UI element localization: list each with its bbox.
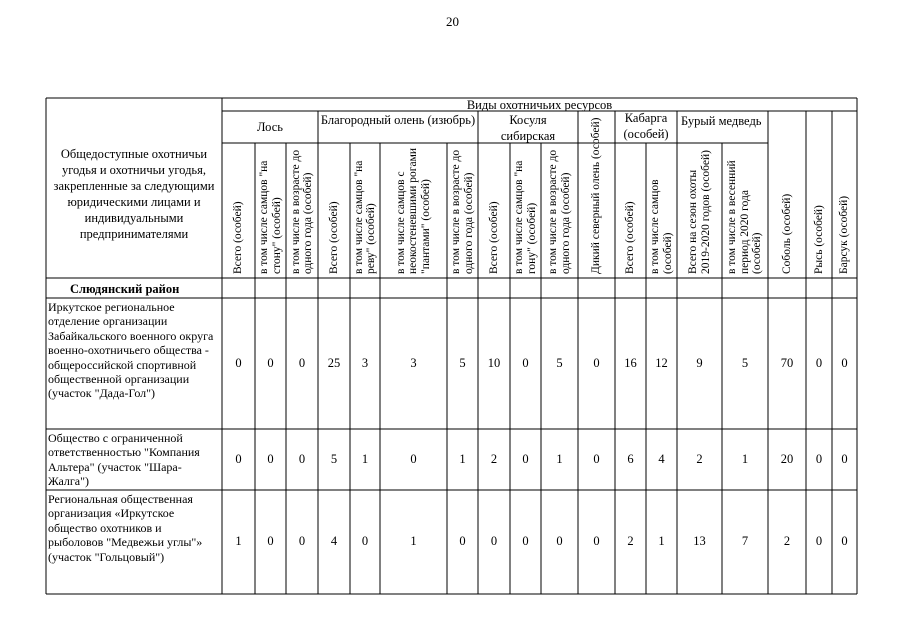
column-header-5: в том числе самцов "на реву" (особей) <box>352 160 377 274</box>
group-elk: Лось <box>257 120 283 134</box>
column-header-11: Дикий северный олень (особей) <box>590 117 603 274</box>
table-cell: 1 <box>658 534 665 548</box>
table-cell: 0 <box>298 534 306 548</box>
column-header-4: Всего (особей) <box>327 201 340 274</box>
table-cell: 1 <box>410 534 417 548</box>
table-cell: 5 <box>556 355 563 370</box>
table-cell: 10 <box>487 355 501 370</box>
table-cell: 0 <box>841 534 848 548</box>
table-cell: 6 <box>627 451 634 466</box>
table-cell: 12 <box>655 355 668 370</box>
group-roe: Косуля сибирская <box>500 113 556 144</box>
column-header-6: в том числе самцов с неокостеневшими рогами "пантами" (особей) <box>394 147 432 274</box>
group-red-deer: Благородный олень (изюбрь) <box>320 113 476 127</box>
table-cell: 0 <box>410 451 417 466</box>
table-cell: 25 <box>327 355 341 370</box>
table-cell: 4 <box>330 534 338 548</box>
table-cell: 0 <box>841 355 848 370</box>
table-cell: 0 <box>235 355 242 370</box>
table-cell: 1 <box>741 451 749 466</box>
page-number: 20 <box>446 14 459 29</box>
column-header-8: Всего (особей) <box>487 201 500 274</box>
table-cell: 0 <box>490 534 498 548</box>
table-cell: 0 <box>298 451 306 466</box>
column-header-7: в том числе в возрасте до одного года (особей) <box>450 149 475 274</box>
table-cell: 7 <box>741 534 749 548</box>
table-cell: 0 <box>593 355 600 370</box>
table-cell: 0 <box>522 355 529 370</box>
table-cell: 0 <box>841 451 848 466</box>
table-cell: 0 <box>522 451 529 466</box>
table-cell: 5 <box>459 355 466 370</box>
table-cell: 0 <box>593 534 600 548</box>
table-cell: 2 <box>490 451 498 466</box>
table-cell: 3 <box>361 355 369 370</box>
column-header-15: в том числе в весенний период 2020 года (особей) <box>726 160 764 274</box>
district-name: Слюдянский район <box>70 282 180 296</box>
column-header-18: Барсук (особей) <box>838 195 851 274</box>
table-cell: 1 <box>556 451 563 466</box>
organization-name: Общество с ограниченной ответственностью "Компания Альтера" (участок "Шара-Жалга") <box>48 431 200 489</box>
table-cell: 0 <box>815 534 823 548</box>
table-cell: 1 <box>459 451 466 466</box>
column-header-14: Всего на сезон охоты 2019-2020 годов (особей) <box>687 150 712 274</box>
column-header-3: в том числе в возрасте до одного года (особей) <box>289 149 314 274</box>
column-header-16: Соболь (особей) <box>780 193 793 274</box>
organization-name: Иркутское региональное отделение организации Забайкальского военного округа военно-охотничьего общества - общероссийской спортивной общественной организации (участок "Дада-Гол") <box>48 300 214 401</box>
column-header-10: в том числе в возрасте до одного года (особей) <box>547 149 572 274</box>
table-cell: 0 <box>267 355 274 370</box>
table-cell: 5 <box>741 355 749 370</box>
table-cell: 0 <box>593 451 600 466</box>
table-cell: 0 <box>298 355 306 370</box>
column-header-9: в том числе самцов "на гону" (особей) <box>513 160 538 274</box>
group-brown-bear: Бурый медведь <box>681 114 762 128</box>
table-cell: 0 <box>522 534 529 548</box>
table-cell: 3 <box>410 355 417 370</box>
table-cell: 1 <box>235 534 242 548</box>
table-cell: 0 <box>235 451 242 466</box>
table-cell: 0 <box>815 355 823 370</box>
table-cell: 2 <box>783 534 791 548</box>
table-cell: 1 <box>361 451 369 466</box>
table-cell: 0 <box>556 534 563 548</box>
table-cell: 4 <box>658 451 665 466</box>
table-cell: 2 <box>696 451 703 466</box>
table-cell: 5 <box>330 451 338 466</box>
table-cell: 0 <box>815 451 823 466</box>
table-cell: 16 <box>624 355 637 370</box>
table-cell: 0 <box>267 534 274 548</box>
column-header-1: Всего (особей) <box>232 201 245 274</box>
table-cell: 0 <box>361 534 369 548</box>
table-cell: 20 <box>780 451 794 466</box>
table-cell: 13 <box>693 534 706 548</box>
first-column-header: Общедоступные охотничьи угодья и охотничьи угодья, закрепленные за следующими юридическими лицами и индивидуальными предпринимателями <box>53 147 215 241</box>
column-header-13: в том числе самцов (особей) <box>649 179 674 274</box>
organization-name: Региональная общественная организация «Иркутское общество охотников и рыболовов "Медвежьи углы"» (участок "Гольцовый") <box>48 492 203 564</box>
column-header-2: в том числе самцов "на стону" (особей) <box>258 160 283 274</box>
table-cell: 0 <box>459 534 466 548</box>
table-cell: 70 <box>780 355 794 370</box>
table-cell: 9 <box>696 355 703 370</box>
group-musk-deer: Кабарга (особей) <box>623 111 669 142</box>
resources-title: Виды охотничьих ресурсов <box>466 98 613 112</box>
column-header-12: Всего (особей) <box>624 201 637 274</box>
table-cell: 0 <box>267 451 274 466</box>
column-header-17: Рысь (особей) <box>812 205 825 274</box>
table-cell: 2 <box>627 534 634 548</box>
